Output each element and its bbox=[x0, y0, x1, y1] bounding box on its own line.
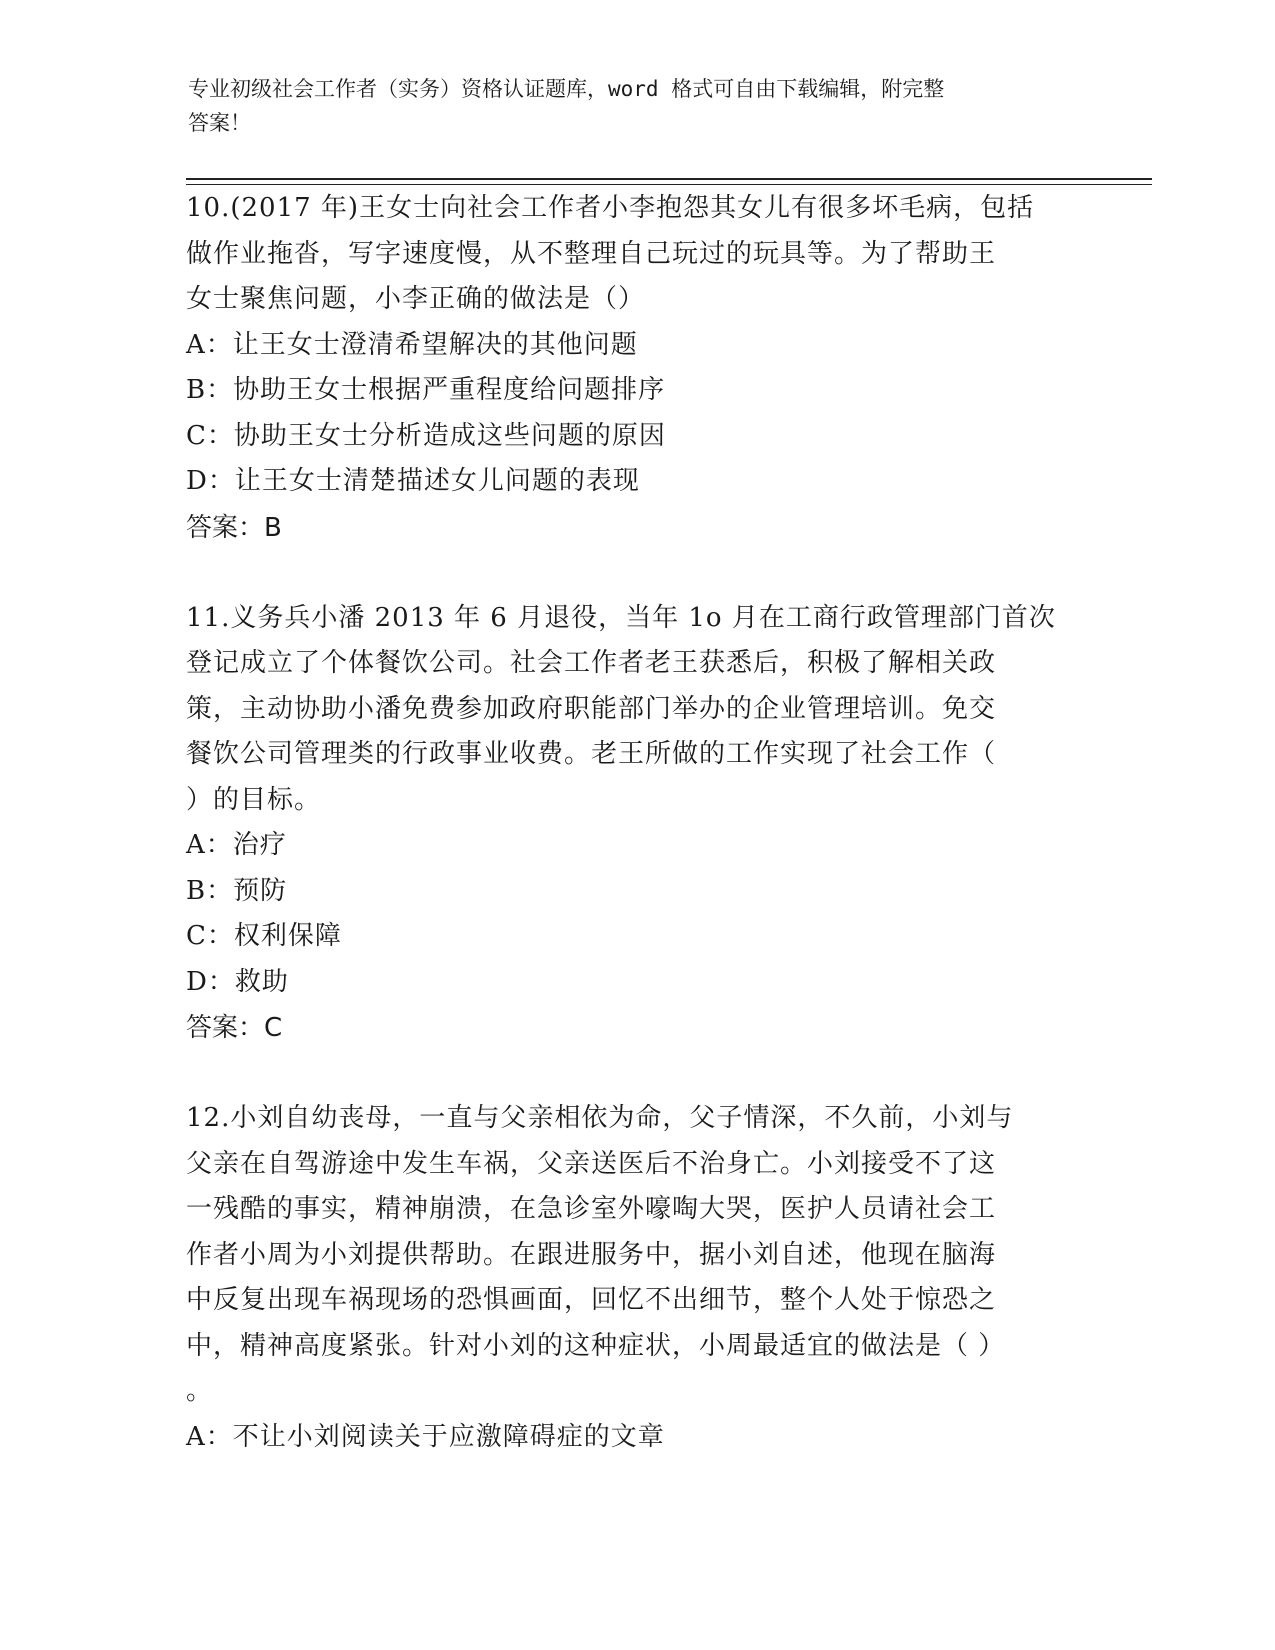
option-a: A：不让小刘阅读关于应激障碍症的文章 bbox=[186, 1421, 665, 1452]
question-list bbox=[186, 186, 1086, 1460]
answer-label: 答案：C bbox=[186, 1013, 283, 1043]
question-stem-line: 。 bbox=[186, 1376, 214, 1406]
option-d: D：让王女士清楚描述女儿问题的表现 bbox=[186, 466, 640, 496]
question-10 bbox=[186, 186, 1086, 551]
header-divider-thin bbox=[186, 184, 1152, 185]
question-stem-line: ）的目标。 bbox=[186, 784, 322, 815]
question-stem-line: 11.义务兵小潘 2013 年 6 月退役，当年 1o 月在工商行政管理部门首次 bbox=[186, 602, 1056, 633]
question-stem-line: 登记成立了个体餐饮公司。社会工作者老王获悉后，积极了解相关政 bbox=[186, 648, 997, 678]
question-stem-line: 策，主动协助小潘免费参加政府职能部门举办的企业管理培训。免交 bbox=[186, 693, 997, 724]
question-stem-line: 一残酷的事实，精神崩溃，在急诊室外嚎啕大哭，医护人员请社会工 bbox=[186, 1194, 997, 1224]
option-a: A：让王女士澄清希望解决的其他问题 bbox=[186, 329, 638, 360]
option-c: C：协助王女士分析造成这些问题的原因 bbox=[186, 420, 666, 451]
answer-label: 答案：B bbox=[186, 512, 282, 543]
page-header bbox=[188, 72, 1068, 140]
question-stem-line: 餐饮公司管理类的行政事业收费。老王所做的工作实现了社会工作（ bbox=[186, 739, 997, 769]
option-c: C：权利保障 bbox=[186, 921, 342, 951]
question-11 bbox=[186, 596, 1086, 1052]
option-b: B：预防 bbox=[186, 875, 288, 906]
header-line-2: 答案！ bbox=[188, 111, 251, 135]
option-d: D：救助 bbox=[186, 966, 289, 997]
question-12 bbox=[186, 1096, 1086, 1460]
question-stem-line: 女士聚焦问题，小李正确的做法是（） bbox=[186, 284, 646, 314]
question-stem-line: 10.(2017 年)王女士向社会工作者小李抱怨其女儿有很多坏毛病，包括 bbox=[186, 193, 1035, 223]
option-b: B：协助王女士根据严重程度给问题排序 bbox=[186, 375, 666, 405]
header-divider-thick bbox=[186, 178, 1152, 180]
option-a: A：治疗 bbox=[186, 830, 287, 860]
question-spacer bbox=[186, 551, 1086, 596]
header-line-1: 专业初级社会工作者（实务）资格认证题库，word 格式可自由下载编辑，附完整 bbox=[188, 77, 945, 101]
question-stem-line: 父亲在自驾游途中发生车祸，父亲送医后不治身亡。小刘接受不了这 bbox=[186, 1148, 997, 1179]
question-stem-line: 作者小周为小刘提供帮助。在跟进服务中，据小刘自述，他现在脑海 bbox=[186, 1239, 997, 1270]
question-stem-line: 中，精神高度紧张。针对小刘的这种症状，小周最适宜的做法是（ ） bbox=[186, 1330, 1006, 1361]
question-stem-line: 中反复出现车祸现场的恐惧画面，回忆不出细节，整个人处于惊恐之 bbox=[186, 1285, 997, 1315]
question-spacer bbox=[186, 1051, 1086, 1096]
question-stem-line: 做作业拖沓，写字速度慢，从不整理自己玩过的玩具等。为了帮助王 bbox=[186, 238, 997, 269]
question-stem-line: 12.小刘自幼丧母，一直与父亲相依为命，父子情深，不久前，小刘与 bbox=[186, 1103, 1014, 1133]
